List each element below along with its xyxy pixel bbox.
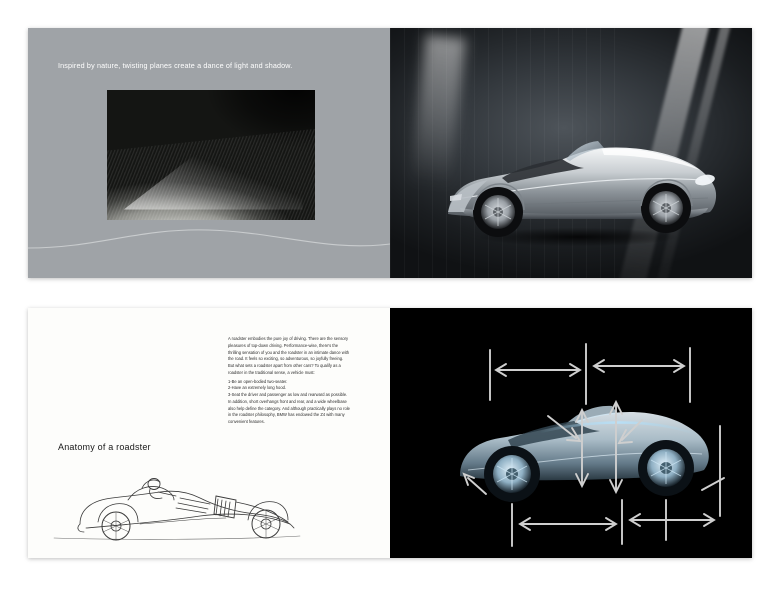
requirement-item-1: 1-Be an open-bodied two-seater.: [228, 378, 288, 384]
requirement-item-2: 2-Have an extremely long hood.: [228, 385, 287, 391]
spread-two-right-page: [390, 308, 752, 558]
sand-dune-photo: [107, 90, 315, 220]
inspired-by-nature-caption: Inspired by nature, twisting planes create a dance of light and shadow.: [58, 61, 293, 70]
spread-two-left-page: [28, 308, 390, 558]
body-paragraph-closing: In addition, short overhangs front and rear, and a wide wheelbase also help define the category. And although practically plays no role in the roadster philosophy, BMW has endowed the Z4 with many convenient features.: [228, 398, 350, 424]
anatomy-of-a-roadster-heading: Anatomy of a roadster: [58, 442, 151, 452]
spread-one: [28, 28, 752, 278]
roadster-body-text: [228, 336, 350, 428]
body-paragraph-intro: A roadster embodies the pure joy of driving. There are the sensory pleasures of top-down driving. Performance-wise, there's the thrilling sensation of you and the roadster in an intimate dance with the road. It feels so exciting, so adventurous, so joyfully freeing. But what sets a roadster apart from other cars? To qualify as a roadster in the traditional sense, a vehicle must:: [228, 336, 350, 375]
silver-roadster-studio-photo: [390, 28, 752, 278]
roadster-requirements-list: [228, 379, 350, 399]
spread-one-left-page: [28, 28, 390, 278]
spread-one-right-page: [390, 28, 752, 278]
decorative-swoosh-line: [28, 222, 390, 262]
roadster-blueprint-diagram: [390, 308, 752, 558]
requirement-item-3: 3-Seat the driver and passenger as low and rearward as possible.: [228, 392, 348, 397]
spread-two: [28, 308, 752, 558]
roadster-body-rendering: [460, 406, 709, 502]
vintage-roadster-line-sketch: [50, 466, 310, 548]
